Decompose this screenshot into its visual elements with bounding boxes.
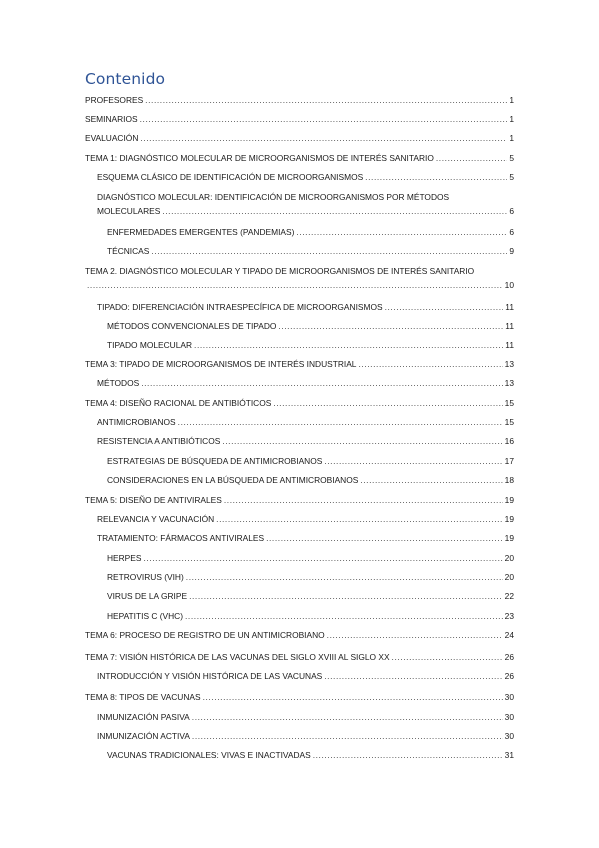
toc-entry-label: ESQUEMA CLÁSICO DE IDENTIFICACIÓN DE MICROORGANISMOS (97, 172, 364, 182)
toc-entry-page: 19 (504, 514, 514, 524)
toc-entry-page: 5 (509, 153, 514, 163)
toc-entry[interactable] (85, 630, 514, 640)
toc-entry-page: 15 (504, 417, 514, 427)
toc-entry-label: ENFERMEDADES EMERGENTES (PANDEMIAS) (107, 227, 295, 237)
toc-entry[interactable] (107, 321, 514, 331)
toc-entry-label: TRATAMIENTO: FÁRMACOS ANTIVIRALES (97, 533, 265, 543)
toc-entry-page: 19 (504, 533, 514, 543)
toc-entry-label: RETROVIRUS (VIH) (107, 572, 184, 582)
dot-leader (273, 398, 502, 408)
dot-leader (192, 712, 503, 722)
dot-leader (358, 359, 502, 369)
toc-entry[interactable] (107, 750, 514, 760)
toc-entry[interactable] (97, 712, 514, 722)
toc-entry-page: 23 (504, 611, 514, 621)
toc-entry-page: 1 (509, 95, 514, 105)
toc-entry-label: TEMA 1: DIAGNÓSTICO MOLECULAR DE MICROORGANISMOS DE INTERÉS SANITARIO (85, 153, 434, 163)
toc-entry[interactable] (85, 398, 514, 408)
toc-entry-page: 30 (504, 731, 514, 741)
toc-entry-page: 19 (504, 495, 514, 505)
toc-entry-page: 1 (509, 133, 514, 143)
toc-entry-page: 1 (509, 114, 514, 124)
dot-leader (145, 95, 507, 105)
toc-entry-page: 13 (504, 359, 514, 369)
toc-entry-page: 26 (504, 671, 514, 681)
toc-entry-label: HERPES (107, 553, 142, 563)
dot-leader (324, 671, 502, 681)
toc-entry-page: 30 (504, 712, 514, 722)
toc-entry[interactable] (85, 133, 514, 143)
dot-leader (203, 692, 503, 702)
dot-leader (216, 514, 503, 524)
toc-entry-label: TEMA 3: TIPADO DE MICROORGANISMOS DE INTERÉS INDUSTRIAL (85, 359, 357, 369)
toc-entry-label: TEMA 6: PROCESO DE REGISTRO DE UN ANTIMICROBIANO (85, 630, 325, 640)
toc-entry-page: 18 (504, 475, 514, 485)
toc-entry[interactable] (97, 378, 514, 388)
dot-leader (87, 278, 503, 292)
toc-entry-label: VIRUS DE LA GRIPE (107, 591, 188, 601)
toc-entry-page: 30 (504, 692, 514, 702)
dot-leader (151, 246, 507, 256)
toc-entry[interactable] (107, 553, 514, 563)
toc-entry[interactable] (107, 591, 514, 601)
dot-leader (266, 533, 503, 543)
toc-entry-page: 16 (504, 436, 514, 446)
toc-entry[interactable] (107, 611, 514, 621)
dot-leader (143, 553, 502, 563)
toc-entry[interactable] (85, 264, 514, 292)
dot-leader (360, 475, 502, 485)
toc-entry-label: CONSIDERACIONES EN LA BÚSQUEDA DE ANTIMICROBIANOS (107, 475, 359, 485)
dot-leader (194, 340, 503, 350)
toc-entry-page: 11 (505, 302, 514, 312)
toc-entry-label: TIPADO MOLECULAR (107, 340, 193, 350)
dot-leader (141, 378, 502, 388)
toc-entry-page: 17 (504, 456, 514, 466)
toc-entry-label: TEMA 8: TIPOS DE VACUNAS (85, 692, 201, 702)
toc-entry-page: 11 (505, 321, 514, 331)
dot-leader (327, 630, 503, 640)
toc-title: Contenido (85, 70, 166, 88)
toc-entry-label: TEMA 2. DIAGNÓSTICO MOLECULAR Y TIPADO DE MICROORGANISMOS DE INTERÉS SANITARIO (85, 266, 475, 276)
dot-leader (385, 302, 504, 312)
dot-leader (222, 436, 502, 446)
dot-leader (185, 611, 503, 621)
toc-entry-page: 24 (504, 630, 514, 640)
toc-entry-label: TEMA 4: DISEÑO RACIONAL DE ANTIBIÓTICOS (85, 398, 272, 408)
toc-entry-page: 11 (505, 340, 514, 350)
dot-leader (324, 456, 502, 466)
toc-entry-page: 13 (504, 378, 514, 388)
toc-entry-label: ESTRATEGIAS DE BÚSQUEDA DE ANTIMICROBIANOS (107, 456, 323, 466)
toc-entry-label: TEMA 7: VISIÓN HISTÓRICA DE LAS VACUNAS DEL SIGLO XVIII AL SIGLO XX (85, 652, 390, 662)
toc-entry-page: 26 (504, 652, 514, 662)
toc-entry-label: MÉTODOS (97, 378, 140, 388)
dot-leader (186, 572, 503, 582)
toc-entry-page: 5 (509, 172, 514, 182)
toc-entry-label: TÉCNICAS (107, 246, 150, 256)
toc-entry-page: 9 (509, 246, 514, 256)
dot-leader (189, 591, 503, 601)
toc-entry-page: 15 (504, 398, 514, 408)
toc-entry-label: HEPATITIS C (VHC) (107, 611, 183, 621)
toc-entry-label-continued: MOLECULARES (97, 206, 161, 216)
toc-entry[interactable] (107, 572, 514, 582)
dot-leader (140, 133, 507, 143)
toc-entry-label: RELEVANCIA Y VACUNACIÓN (97, 514, 215, 524)
toc-entry-label: TIPADO: DIFERENCIACIÓN INTRAESPECÍFICA DE MICROORGANISMOS (97, 302, 383, 312)
dot-leader (140, 114, 508, 124)
toc-entry[interactable] (85, 95, 514, 105)
dot-leader (296, 227, 507, 237)
toc-entry-page: 20 (504, 572, 514, 582)
toc-entry[interactable] (97, 731, 514, 741)
toc-entry[interactable] (97, 671, 514, 681)
toc-entry[interactable] (97, 190, 514, 218)
toc-entry-label: INTRODUCCIÓN Y VISIÓN HISTÓRICA DE LAS VACUNAS (97, 671, 323, 681)
dot-leader (365, 172, 507, 182)
toc-entry-page: 10 (504, 280, 514, 290)
toc-entry[interactable] (85, 153, 514, 163)
dot-leader (313, 750, 503, 760)
toc-entry-page: 20 (504, 553, 514, 563)
toc-entry-page: 22 (504, 591, 514, 601)
dot-leader (224, 495, 503, 505)
toc-entry[interactable] (107, 475, 514, 485)
dot-leader (162, 204, 507, 218)
toc-entry-page: 6 (509, 206, 514, 216)
toc-entry[interactable] (97, 172, 514, 182)
toc-entry[interactable] (107, 456, 514, 466)
toc-entry-label: EVALUACIÓN (85, 133, 139, 143)
toc-entry-page: 31 (504, 750, 514, 760)
dot-leader (392, 652, 503, 662)
toc-entry-label: RESISTENCIA A ANTIBIÓTICOS (97, 436, 221, 446)
toc-entry-label: INMUNIZACIÓN ACTIVA (97, 731, 190, 741)
toc-entry[interactable] (107, 227, 514, 237)
toc-entry[interactable] (97, 533, 514, 543)
toc-entry-label: DIAGNÓSTICO MOLECULAR: IDENTIFICACIÓN DE MICROORGANISMOS POR MÉTODOS (97, 192, 450, 202)
toc-entry[interactable] (107, 340, 514, 350)
toc-entry-label: MÉTODOS CONVENCIONALES DE TIPADO (107, 321, 277, 331)
toc-entry-label: PROFESORES (85, 95, 144, 105)
dot-leader (192, 731, 503, 741)
toc-entry-label: ANTIMICROBIANOS (97, 417, 176, 427)
dot-leader (436, 153, 507, 163)
toc-entry-label: TEMA 5: DISEÑO DE ANTIVIRALES (85, 495, 222, 505)
toc-entry-page: 6 (509, 227, 514, 237)
dot-leader (178, 417, 503, 427)
toc-entry[interactable] (97, 436, 514, 446)
toc-entry[interactable] (85, 495, 514, 505)
toc-entry[interactable] (85, 692, 514, 702)
toc-entry-label: SEMINARIOS (85, 114, 138, 124)
toc-entry[interactable] (85, 114, 514, 124)
toc-entry[interactable] (97, 302, 514, 312)
toc-entry[interactable] (97, 417, 514, 427)
dot-leader (278, 321, 503, 331)
toc-entry-label: INMUNIZACIÓN PASIVA (97, 712, 190, 722)
toc-entry-label: VACUNAS TRADICIONALES: VIVAS E INACTIVADAS (107, 750, 311, 760)
toc-entry[interactable] (107, 246, 514, 256)
toc-entry[interactable] (85, 652, 514, 662)
toc-entry[interactable] (85, 359, 514, 369)
toc-entry[interactable] (97, 514, 514, 524)
